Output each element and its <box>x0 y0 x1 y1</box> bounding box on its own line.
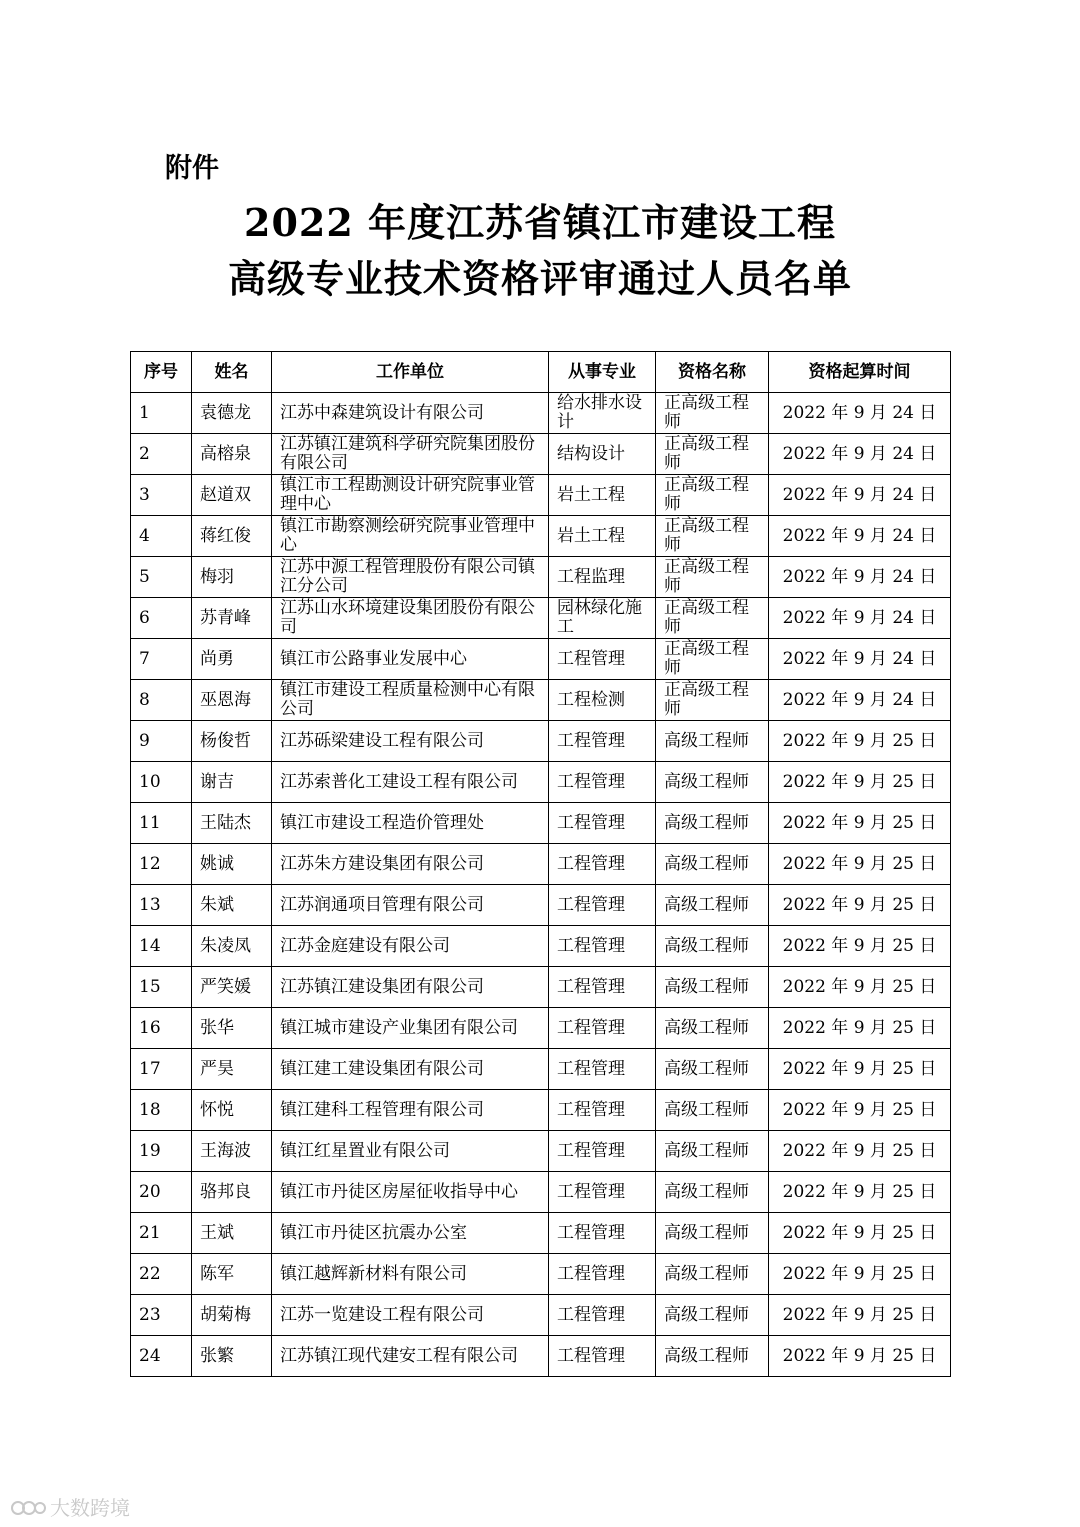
table-row <box>131 680 951 721</box>
cell-specialty: 工程管理 <box>549 1213 656 1254</box>
cell-employer: 江苏镇江建筑科学研究院集团股份有限公司 <box>272 434 549 475</box>
cell-employer: 江苏中森建筑设计有限公司 <box>272 393 549 434</box>
cell-specialty: 给水排水设计 <box>549 393 656 434</box>
cell-start-date: 2022 年 9 月 24 日 <box>769 434 951 475</box>
cell-employer: 镇江市丹徒区房屋征收指导中心 <box>272 1172 549 1213</box>
cell-index: 5 <box>131 557 192 598</box>
header-start-date: 资格起算时间 <box>769 352 951 393</box>
cell-qualification: 高级工程师 <box>656 1295 769 1336</box>
cell-employer: 镇江建科工程管理有限公司 <box>272 1090 549 1131</box>
cell-qualification: 高级工程师 <box>656 967 769 1008</box>
cell-qualification: 高级工程师 <box>656 926 769 967</box>
table-row <box>131 1049 951 1090</box>
cell-name: 朱凌凤 <box>192 926 272 967</box>
cell-index: 9 <box>131 721 192 762</box>
cell-employer: 江苏索普化工建设工程有限公司 <box>272 762 549 803</box>
cell-specialty: 工程管理 <box>549 967 656 1008</box>
cell-employer: 镇江红星置业有限公司 <box>272 1131 549 1172</box>
cell-qualification: 高级工程师 <box>656 1213 769 1254</box>
cell-start-date: 2022 年 9 月 25 日 <box>769 762 951 803</box>
table-row <box>131 803 951 844</box>
cell-employer: 镇江市建设工程质量检测中心有限公司 <box>272 680 549 721</box>
cell-index: 20 <box>131 1172 192 1213</box>
cell-index: 23 <box>131 1295 192 1336</box>
table-row <box>131 885 951 926</box>
cell-index: 24 <box>131 1336 192 1377</box>
cell-qualification: 正高级工程师 <box>656 598 769 639</box>
cell-qualification: 高级工程师 <box>656 1336 769 1377</box>
cell-qualification: 高级工程师 <box>656 1049 769 1090</box>
table-row <box>131 434 951 475</box>
table-row <box>131 1213 951 1254</box>
table-header-row <box>131 352 951 393</box>
table-row <box>131 721 951 762</box>
document-title-line-1: 2022 年度江苏省镇江市建设工程 <box>244 200 836 245</box>
cell-index: 12 <box>131 844 192 885</box>
cell-employer: 江苏润通项目管理有限公司 <box>272 885 549 926</box>
cell-start-date: 2022 年 9 月 24 日 <box>769 393 951 434</box>
cell-employer: 镇江市丹徒区抗震办公室 <box>272 1213 549 1254</box>
cell-employer: 江苏中源工程管理股份有限公司镇江分公司 <box>272 557 549 598</box>
cell-name: 骆邦良 <box>192 1172 272 1213</box>
cell-name: 赵道双 <box>192 475 272 516</box>
table-row <box>131 1008 951 1049</box>
cell-start-date: 2022 年 9 月 24 日 <box>769 598 951 639</box>
cell-employer: 镇江建工建设集团有限公司 <box>272 1049 549 1090</box>
cell-qualification: 正高级工程师 <box>656 434 769 475</box>
cell-name: 杨俊哲 <box>192 721 272 762</box>
cell-specialty: 工程管理 <box>549 1254 656 1295</box>
personnel-table <box>130 351 951 1377</box>
cell-qualification: 高级工程师 <box>656 1172 769 1213</box>
cell-index: 14 <box>131 926 192 967</box>
cell-specialty: 工程管理 <box>549 1172 656 1213</box>
cell-specialty: 岩土工程 <box>549 516 656 557</box>
table-row <box>131 475 951 516</box>
cell-specialty: 工程管理 <box>549 885 656 926</box>
cell-index: 13 <box>131 885 192 926</box>
cell-name: 严笑媛 <box>192 967 272 1008</box>
cell-index: 19 <box>131 1131 192 1172</box>
cell-specialty: 工程管理 <box>549 926 656 967</box>
cell-employer: 江苏砾梁建设工程有限公司 <box>272 721 549 762</box>
header-employer: 工作单位 <box>272 352 549 393</box>
cell-qualification: 正高级工程师 <box>656 516 769 557</box>
cell-specialty: 工程管理 <box>549 1090 656 1131</box>
table-row <box>131 1295 951 1336</box>
cell-start-date: 2022 年 9 月 24 日 <box>769 680 951 721</box>
cell-index: 22 <box>131 1254 192 1295</box>
cell-name: 袁德龙 <box>192 393 272 434</box>
cell-employer: 镇江市勘察测绘研究院事业管理中心 <box>272 516 549 557</box>
cell-start-date: 2022 年 9 月 25 日 <box>769 1090 951 1131</box>
watermark <box>10 1492 130 1521</box>
cell-index: 11 <box>131 803 192 844</box>
cell-start-date: 2022 年 9 月 25 日 <box>769 926 951 967</box>
cell-qualification: 高级工程师 <box>656 721 769 762</box>
cell-start-date: 2022 年 9 月 25 日 <box>769 1131 951 1172</box>
cell-name: 怀悦 <box>192 1090 272 1131</box>
cell-start-date: 2022 年 9 月 25 日 <box>769 1008 951 1049</box>
table-row <box>131 762 951 803</box>
cell-start-date: 2022 年 9 月 25 日 <box>769 1049 951 1090</box>
cell-name: 蒋红俊 <box>192 516 272 557</box>
cell-qualification: 高级工程师 <box>656 1131 769 1172</box>
cell-employer: 江苏朱方建设集团有限公司 <box>272 844 549 885</box>
header-qualification: 资格名称 <box>656 352 769 393</box>
cell-start-date: 2022 年 9 月 24 日 <box>769 475 951 516</box>
cell-index: 6 <box>131 598 192 639</box>
cell-name: 尚勇 <box>192 639 272 680</box>
cell-specialty: 工程管理 <box>549 1008 656 1049</box>
cell-index: 15 <box>131 967 192 1008</box>
cell-employer: 镇江城市建设产业集团有限公司 <box>272 1008 549 1049</box>
cell-name: 朱斌 <box>192 885 272 926</box>
cell-qualification: 正高级工程师 <box>656 680 769 721</box>
cell-name: 高榕泉 <box>192 434 272 475</box>
cell-name: 王海波 <box>192 1131 272 1172</box>
cell-name: 王陆杰 <box>192 803 272 844</box>
cell-index: 10 <box>131 762 192 803</box>
cell-start-date: 2022 年 9 月 25 日 <box>769 885 951 926</box>
cell-start-date: 2022 年 9 月 24 日 <box>769 516 951 557</box>
cell-qualification: 高级工程师 <box>656 1254 769 1295</box>
cell-employer: 江苏山水环境建设集团股份有限公司 <box>272 598 549 639</box>
cell-name: 王斌 <box>192 1213 272 1254</box>
cell-qualification: 正高级工程师 <box>656 557 769 598</box>
cell-qualification: 高级工程师 <box>656 803 769 844</box>
cell-index: 3 <box>131 475 192 516</box>
cell-start-date: 2022 年 9 月 25 日 <box>769 721 951 762</box>
cell-qualification: 高级工程师 <box>656 1090 769 1131</box>
cell-employer: 镇江市建设工程造价管理处 <box>272 803 549 844</box>
table-row <box>131 844 951 885</box>
cell-specialty: 岩土工程 <box>549 475 656 516</box>
cell-start-date: 2022 年 9 月 25 日 <box>769 1295 951 1336</box>
cell-name: 严昊 <box>192 1049 272 1090</box>
header-specialty: 从事专业 <box>549 352 656 393</box>
cell-employer: 江苏镇江现代建安工程有限公司 <box>272 1336 549 1377</box>
cell-qualification: 正高级工程师 <box>656 475 769 516</box>
cell-specialty: 工程管理 <box>549 844 656 885</box>
cell-index: 7 <box>131 639 192 680</box>
cell-specialty: 结构设计 <box>549 434 656 475</box>
cell-start-date: 2022 年 9 月 25 日 <box>769 1172 951 1213</box>
cell-employer: 江苏镇江建设集团有限公司 <box>272 967 549 1008</box>
cell-name: 巫恩海 <box>192 680 272 721</box>
table-row <box>131 1131 951 1172</box>
cell-specialty: 工程检测 <box>549 680 656 721</box>
watermark-text: 大数跨境 <box>50 1496 130 1520</box>
cell-start-date: 2022 年 9 月 25 日 <box>769 967 951 1008</box>
cell-index: 21 <box>131 1213 192 1254</box>
cell-qualification: 高级工程师 <box>656 1008 769 1049</box>
cell-name: 胡菊梅 <box>192 1295 272 1336</box>
table-row <box>131 598 951 639</box>
table-row <box>131 967 951 1008</box>
table-row <box>131 1336 951 1377</box>
cell-specialty: 工程管理 <box>549 762 656 803</box>
cell-qualification: 正高级工程师 <box>656 393 769 434</box>
cell-employer: 镇江越辉新材料有限公司 <box>272 1254 549 1295</box>
table-row <box>131 1254 951 1295</box>
cell-specialty: 工程管理 <box>549 1049 656 1090</box>
cell-specialty: 工程管理 <box>549 639 656 680</box>
table-row <box>131 393 951 434</box>
cell-index: 18 <box>131 1090 192 1131</box>
cell-qualification: 高级工程师 <box>656 844 769 885</box>
cell-specialty: 工程管理 <box>549 1336 656 1377</box>
document-title-line-2: 高级专业技术资格评审通过人员名单 <box>227 256 852 301</box>
cell-specialty: 工程管理 <box>549 1295 656 1336</box>
table-row <box>131 516 951 557</box>
cell-qualification: 正高级工程师 <box>656 639 769 680</box>
cell-specialty: 工程管理 <box>549 1131 656 1172</box>
cell-employer: 江苏金庭建设有限公司 <box>272 926 549 967</box>
table-row <box>131 1172 951 1213</box>
cell-specialty: 工程管理 <box>549 721 656 762</box>
cell-employer: 镇江市工程勘测设计研究院事业管理中心 <box>272 475 549 516</box>
cell-qualification: 高级工程师 <box>656 762 769 803</box>
attachment-label: 附件 <box>165 153 219 184</box>
table-row <box>131 926 951 967</box>
cell-name: 谢吉 <box>192 762 272 803</box>
cell-start-date: 2022 年 9 月 24 日 <box>769 557 951 598</box>
cell-name: 梅羽 <box>192 557 272 598</box>
table-row <box>131 639 951 680</box>
header-index: 序号 <box>131 352 192 393</box>
cell-start-date: 2022 年 9 月 25 日 <box>769 1254 951 1295</box>
cell-qualification: 高级工程师 <box>656 885 769 926</box>
cell-start-date: 2022 年 9 月 25 日 <box>769 844 951 885</box>
cell-start-date: 2022 年 9 月 24 日 <box>769 639 951 680</box>
table-row <box>131 1090 951 1131</box>
cell-name: 陈军 <box>192 1254 272 1295</box>
cell-name: 张繁 <box>192 1336 272 1377</box>
cell-index: 16 <box>131 1008 192 1049</box>
header-name: 姓名 <box>192 352 272 393</box>
cell-index: 17 <box>131 1049 192 1090</box>
cell-name: 苏青峰 <box>192 598 272 639</box>
cell-name: 姚诚 <box>192 844 272 885</box>
cell-specialty: 工程监理 <box>549 557 656 598</box>
cell-index: 2 <box>131 434 192 475</box>
cell-specialty: 工程管理 <box>549 803 656 844</box>
cell-start-date: 2022 年 9 月 25 日 <box>769 1336 951 1377</box>
table-row <box>131 557 951 598</box>
cell-specialty: 园林绿化施工 <box>549 598 656 639</box>
cell-employer: 江苏一览建设工程有限公司 <box>272 1295 549 1336</box>
cell-start-date: 2022 年 9 月 25 日 <box>769 803 951 844</box>
cell-index: 8 <box>131 680 192 721</box>
cell-start-date: 2022 年 9 月 25 日 <box>769 1213 951 1254</box>
cell-name: 张华 <box>192 1008 272 1049</box>
cell-index: 4 <box>131 516 192 557</box>
cell-employer: 镇江市公路事业发展中心 <box>272 639 549 680</box>
watermark-logo-icon <box>10 1496 46 1518</box>
cell-index: 1 <box>131 393 192 434</box>
